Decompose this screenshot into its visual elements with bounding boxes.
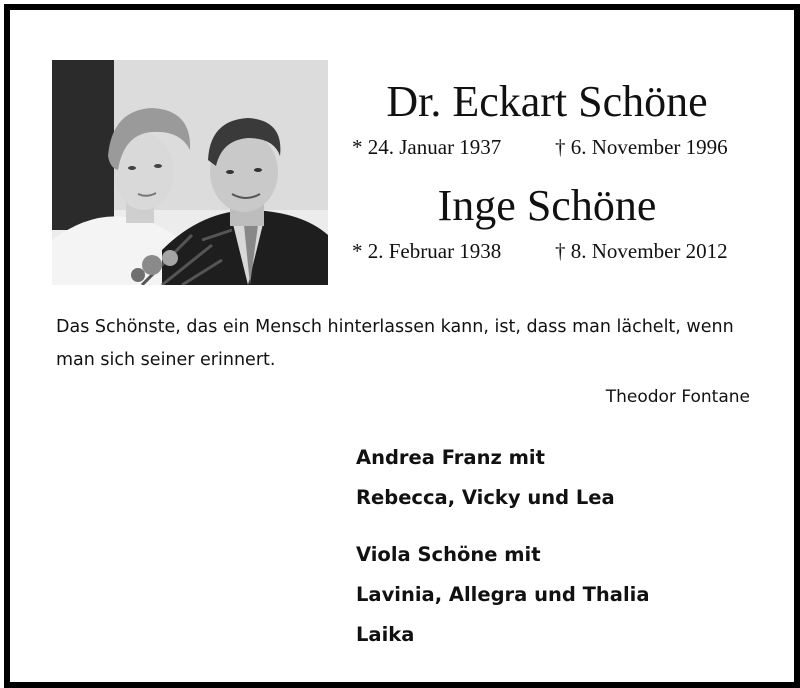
death-date-inge: † 8. November 2012 bbox=[555, 239, 728, 263]
obituary-card bbox=[4, 4, 800, 688]
mourner-line: Viola Schöne mit bbox=[356, 543, 541, 566]
mourner-line: Andrea Franz mit bbox=[356, 446, 545, 469]
death-date-eckart: † 6. November 1996 bbox=[555, 135, 728, 159]
birth-date-inge: * 2. Februar 1938 bbox=[352, 239, 502, 263]
memorial-quote bbox=[56, 311, 756, 377]
person-name-inge: Inge Schöne bbox=[437, 181, 657, 230]
couple-photo-image bbox=[52, 60, 328, 285]
mourner-line: Rebecca, Vicky und Lea bbox=[356, 486, 615, 509]
person-name-eckart: Dr. Eckart Schöne bbox=[386, 77, 708, 126]
quote-line: Das Schönste, das ein Mensch hinterlassen kann, ist, dass man lächelt, wenn bbox=[56, 317, 734, 337]
mourner-line: Lavinia, Allegra und Thalia bbox=[356, 583, 650, 606]
quote-line: man sich seiner erinnert. bbox=[56, 350, 276, 370]
quote-author: Theodor Fontane bbox=[605, 387, 750, 407]
mourner-line: Laika bbox=[356, 623, 415, 646]
birth-date-eckart: * 24. Januar 1937 bbox=[352, 135, 502, 159]
couple-photo bbox=[52, 60, 328, 285]
